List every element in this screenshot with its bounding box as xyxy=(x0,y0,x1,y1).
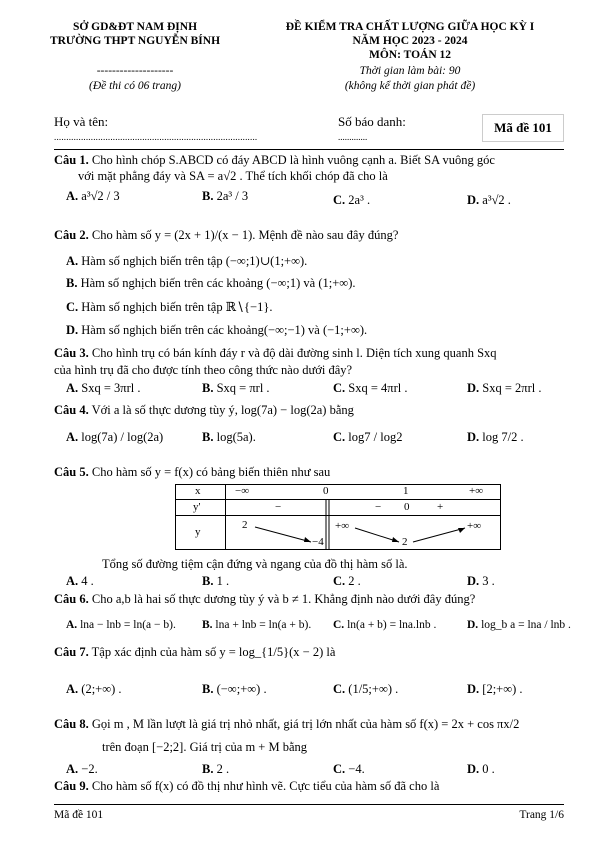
q7-text: Tập xác định của hàm số y = log_{1/5}(x − 2) là xyxy=(91,645,336,659)
vt-x-one: 1 xyxy=(403,485,409,497)
q6-option-d[interactable]: D. log_b a = lna / lnb . xyxy=(467,619,571,631)
q5-option-b[interactable]: B. 1 . xyxy=(202,574,230,588)
q3-c-value: Sxq = 4πrl . xyxy=(348,381,408,395)
question-2 xyxy=(54,228,398,243)
q4-c-value: log7 / log2 xyxy=(348,430,403,444)
subject: MÔN: TOÁN 12 xyxy=(369,49,451,61)
q6-c-value: ln(a + b) = lna.lnb . xyxy=(347,619,437,631)
vt-yp-sign-1: − xyxy=(275,501,282,513)
school-year: NĂM HỌC 2023 - 2024 xyxy=(352,35,468,47)
q4-option-a[interactable]: A. log(7a) / log(2a) xyxy=(66,430,164,444)
q2-option-a[interactable]: A. Hàm số nghịch biến trên tập (−∞;1)∪(1;+∞). xyxy=(66,254,308,268)
name-field[interactable]: ................................................................................... xyxy=(54,132,258,142)
q8-option-a[interactable]: A. −2. xyxy=(66,762,98,776)
q8-text-line2: trên đoạn [−2;2]. Giá trị của m + M bằng xyxy=(102,740,308,754)
q7-d-value: [2;+∞) . xyxy=(482,682,523,696)
q6-b-value: lna + lnb = ln(a + b). xyxy=(215,619,312,631)
divider xyxy=(54,149,564,150)
footer-page-number: Trang 1/6 xyxy=(519,809,564,821)
vt-yp-sign-2: − xyxy=(375,501,382,513)
question-9 xyxy=(54,779,439,794)
q2-option-d[interactable]: D. Hàm số nghịch biến trên các khoảng(−∞;−1) và (−1;+∞). xyxy=(66,323,368,337)
q1-a-value: a³√2 / 3 xyxy=(81,189,120,203)
q6-option-c[interactable]: C. ln(a + b) = lna.lnb . xyxy=(333,619,437,631)
q3-a-value: Sxq = 3πrl . xyxy=(81,381,141,395)
vt-yp-sign-3: + xyxy=(437,501,444,513)
variation-table xyxy=(175,484,501,550)
q7-option-c[interactable]: C. (1/5;+∞) . xyxy=(333,682,399,696)
q4-b-value: log(5a). xyxy=(216,430,256,444)
q2-text: Cho hàm số y = (2x + 1)/(x − 1). Mệnh đề nào sau đây đúng? xyxy=(91,228,399,242)
q5-d-value: 3 . xyxy=(482,574,495,588)
q6-text: Cho a,b là hai số thực dương tùy ý và b ≠ 1. Khẳng định nào dưới đây đúng? xyxy=(91,592,476,606)
q8-text: Gọi m , M lần lượt là giá trị nhỏ nhất, giá trị lớn nhất của hàm số f(x) = 2x + cos πx/2 xyxy=(91,717,520,731)
q4-text: Với a là số thực dương tùy ý, log(7a) − log(2a) bằng xyxy=(91,403,354,417)
q1-c-value: 2a³ . xyxy=(348,193,371,207)
q3-option-d[interactable]: D. Sxq = 2πrl . xyxy=(467,381,542,395)
vt-y-val-5: +∞ xyxy=(467,520,482,532)
vt-yprime-label: y' xyxy=(193,501,201,513)
q1-option-c[interactable]: C. 2a³ . xyxy=(333,193,371,207)
question-5 xyxy=(54,465,330,480)
q5-label: Câu 5. xyxy=(54,465,89,479)
q4-option-b[interactable]: B. log(5a). xyxy=(202,430,256,444)
q7-option-a[interactable]: A. (2;+∞) . xyxy=(66,682,122,696)
q1-b-value: 2a³ / 3 xyxy=(216,189,249,203)
q6-label: Câu 6. xyxy=(54,592,89,606)
q4-option-d[interactable]: D. log 7/2 . xyxy=(467,430,524,444)
exam-title: ĐỀ KIỂM TRA CHẤT LƯỢNG GIỮA HỌC KỲ I xyxy=(285,21,535,33)
exam-code-box: Mã đề 101 xyxy=(482,114,564,142)
vt-y-label: y xyxy=(195,526,201,538)
sbd-label: Số báo danh: xyxy=(338,114,406,129)
vt-x-pos-inf: +∞ xyxy=(469,485,484,497)
vt-y-val-1: 2 xyxy=(242,519,248,531)
vt-y-val-3: +∞ xyxy=(335,520,350,532)
vt-yp-zero: 0 xyxy=(404,501,410,513)
q7-label: Câu 7. xyxy=(54,645,89,659)
q7-option-d[interactable]: D. [2;+∞) . xyxy=(467,682,523,696)
q8-c-value: −4. xyxy=(348,762,365,776)
q7-b-value: (−∞;+∞) . xyxy=(216,682,267,696)
variation-table-svg xyxy=(175,484,501,550)
department-name: SỞ GD&ĐT NAM ĐỊNH xyxy=(72,21,198,33)
q8-option-d[interactable]: D. 0 . xyxy=(467,762,495,776)
vt-y-val-4: 2 xyxy=(402,536,408,548)
q9-text: Cho hàm số f(x) có đồ thị như hình vẽ. Cực tiểu của hàm số đã cho là xyxy=(91,779,440,793)
q3-text-line2: của hình trụ đã cho được tính theo công thức nào dưới đây? xyxy=(54,363,353,377)
q5-option-d[interactable]: D. 3 . xyxy=(467,574,495,588)
q5-option-c[interactable]: C. 2 . xyxy=(333,574,361,588)
name-label: Họ và tên: xyxy=(54,114,109,129)
q7-c-value: (1/5;+∞) . xyxy=(348,682,399,696)
q3-d-value: Sxq = 2πrl . xyxy=(482,381,542,395)
q2-option-b[interactable]: B. Hàm số nghịch biến trên các khoảng (−∞;1) và (1;+∞). xyxy=(66,276,356,290)
question-3 xyxy=(54,346,497,361)
page-count-note: (Đề thi có 06 trang) xyxy=(89,80,181,92)
footer-divider xyxy=(54,804,564,805)
q2-a-value: Hàm số nghịch biến trên tập (−∞;1)∪(1;+∞). xyxy=(81,254,308,268)
q4-option-c[interactable]: C. log7 / log2 xyxy=(333,430,403,444)
question-7 xyxy=(54,645,335,660)
q2-b-value: Hàm số nghịch biến trên các khoảng (−∞;1) và (1;+∞). xyxy=(80,276,356,290)
sbd-field[interactable]: ............. xyxy=(338,132,368,142)
q5-text-line2: Tổng số đường tiệm cận đứng và ngang của đồ thị hàm số là. xyxy=(102,557,408,571)
q2-d-value: Hàm số nghịch biến trên các khoảng(−∞;−1) và (−1;+∞). xyxy=(81,323,368,337)
q1-option-a[interactable]: A. a³√2 / 3 xyxy=(66,189,120,203)
vt-x-label: x xyxy=(195,485,201,497)
q5-c-value: 2 . xyxy=(348,574,361,588)
exam-duration: Thời gian làm bài: 90 xyxy=(359,65,461,77)
q7-a-value: (2;+∞) . xyxy=(81,682,122,696)
q2-option-c[interactable]: C. Hàm số nghịch biến trên tập ℝ∖{−1}. xyxy=(66,300,273,314)
q6-a-value: lna − lnb = ln(a − b). xyxy=(80,619,176,631)
q5-option-a[interactable]: A. 4 . xyxy=(66,574,94,588)
q2-c-value: Hàm số nghịch biến trên tập ℝ∖{−1}. xyxy=(81,300,273,314)
duration-note: (không kể thời gian phát đề) xyxy=(344,80,476,92)
q8-b-value: 2 . xyxy=(216,762,230,776)
q3-text: Cho hình trụ có bán kính đáy r và độ dài đường sinh l. Diện tích xung quanh Sxq xyxy=(91,346,497,360)
q6-option-b[interactable]: B. lna + lnb = ln(a + b). xyxy=(202,619,312,631)
q4-a-value: log(7a) / log(2a) xyxy=(81,430,164,444)
q8-a-value: −2. xyxy=(81,762,98,776)
header-dashes: -------------------- xyxy=(96,65,174,77)
q1-option-b[interactable]: B. 2a³ / 3 xyxy=(202,189,249,203)
q4-d-value: log 7/2 . xyxy=(482,430,524,444)
school-name: TRƯỜNG THPT NGUYỄN BÍNH xyxy=(49,35,221,47)
q3-option-b[interactable]: B. Sxq = πrl . xyxy=(202,381,270,395)
question-8 xyxy=(54,717,519,732)
q1-text-line2: với mặt phẳng đáy và SA = a√2 . Thể tích khối chóp đã cho là xyxy=(78,169,388,183)
q7-option-b[interactable]: B. (−∞;+∞) . xyxy=(202,682,267,696)
footer-exam-code: Mã đề 101 xyxy=(54,809,104,821)
q8-option-c[interactable]: C. −4. xyxy=(333,762,365,776)
q4-label: Câu 4. xyxy=(54,403,89,417)
vt-x-neg-inf: −∞ xyxy=(235,485,250,497)
q8-d-value: 0 . xyxy=(482,762,495,776)
question-1 xyxy=(54,153,495,168)
vt-x-zero: 0 xyxy=(323,485,329,497)
q5-b-value: 1 . xyxy=(216,574,230,588)
q6-d-value: log_b a = lna / lnb . xyxy=(481,619,571,631)
question-4 xyxy=(54,403,354,418)
q3-option-c[interactable]: C. Sxq = 4πrl . xyxy=(333,381,408,395)
q3-b-value: Sxq = πrl . xyxy=(216,381,270,395)
vt-y-val-2: −4 xyxy=(312,536,324,548)
q6-option-a[interactable]: A. lna − lnb = ln(a − b). xyxy=(66,619,176,631)
q1-text: Cho hình chóp S.ABCD có đáy ABCD là hình vuông cạnh a. Biết SA vuông góc xyxy=(91,153,495,167)
q1-label: Câu 1. xyxy=(54,153,89,167)
q9-label: Câu 9. xyxy=(54,779,89,793)
q3-option-a[interactable]: A. Sxq = 3πrl . xyxy=(66,381,141,395)
q8-label: Câu 8. xyxy=(54,717,89,731)
question-6 xyxy=(54,592,475,607)
q1-d-value: a³√2 . xyxy=(482,193,511,207)
q8-option-b[interactable]: B. 2 . xyxy=(202,762,230,776)
q2-label: Câu 2. xyxy=(54,228,89,242)
q1-option-d[interactable]: D. a³√2 . xyxy=(467,193,511,207)
q5-a-value: 4 . xyxy=(81,574,94,588)
q5-text: Cho hàm số y = f(x) có bảng biến thiên như sau xyxy=(91,465,331,479)
q3-label: Câu 3. xyxy=(54,346,89,360)
